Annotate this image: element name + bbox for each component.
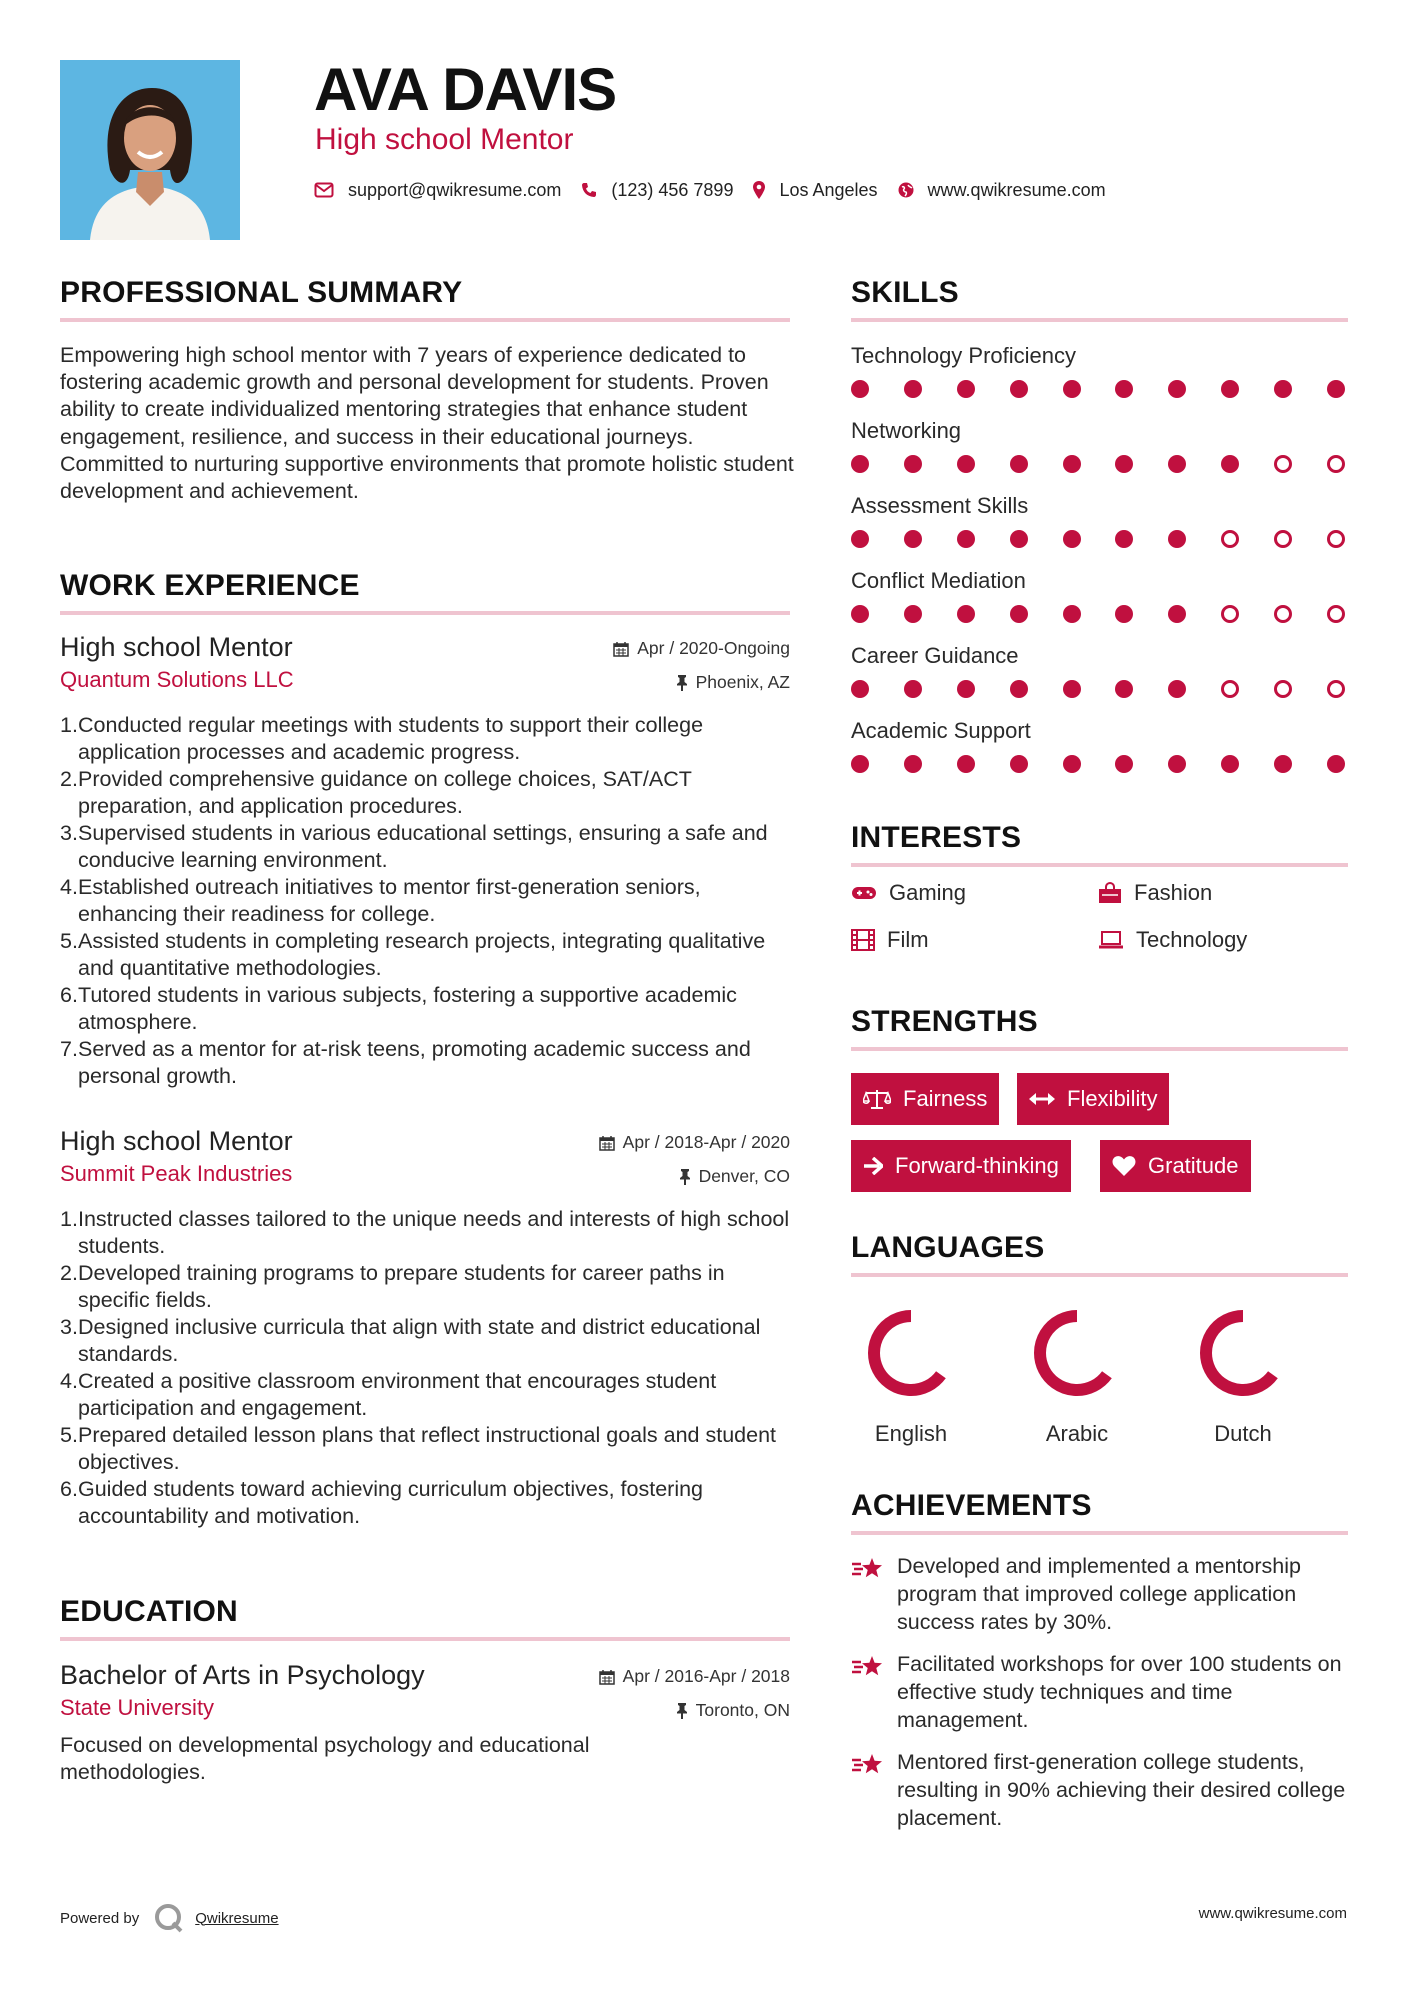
languages-heading: LANGUAGES (851, 1231, 1045, 1264)
rating-dot-filled (851, 755, 869, 773)
skill-name: Academic Support (851, 718, 1031, 743)
balance-scale-icon (863, 1088, 891, 1110)
footer-website[interactable]: www.qwikresume.com (1198, 1905, 1347, 1922)
strength-badge (851, 1073, 999, 1125)
achievement-text: Facilitated workshops for over 100 students on effective study techniques and time management. (897, 1652, 1342, 1732)
strength-label: Gratitude (1148, 1153, 1239, 1178)
duty-list (60, 1206, 790, 1530)
rating-dot-filled (904, 530, 922, 548)
language-label: Arabic (1045, 1421, 1109, 1446)
achievements-heading: ACHIEVEMENTS (851, 1489, 1092, 1522)
calendar-icon (613, 641, 629, 657)
duty-item: Supervised students in various educational settings, ensuring a safe and conducive learning environment. (78, 821, 768, 872)
skills-list (851, 342, 1351, 792)
rating-dot-empty (1327, 530, 1345, 548)
rating-dot-filled (1010, 605, 1028, 623)
rating-dot-filled (904, 755, 922, 773)
email-text: support@qwikresume.com (348, 179, 562, 200)
rating-dot-filled (1115, 455, 1133, 473)
duty-list (60, 712, 790, 1090)
skill-name: Conflict Mediation (851, 568, 1026, 593)
languages-divider (851, 1273, 1348, 1277)
interests-heading: INTERESTS (851, 821, 1022, 854)
phone-icon (581, 182, 597, 198)
rating-dot-filled (1115, 755, 1133, 773)
skills-heading: SKILLS (851, 276, 959, 309)
qwikresume-logo-icon (153, 1903, 185, 1933)
heart-icon (1112, 1155, 1136, 1177)
rating-dot-filled (1010, 455, 1028, 473)
strength-label: Forward-thinking (895, 1153, 1059, 1178)
rating-dot-filled (1274, 380, 1292, 398)
language-item (851, 1300, 971, 1447)
rating-dot-filled (1063, 380, 1081, 398)
education-entry (60, 1658, 790, 1786)
job-dates (613, 638, 790, 659)
website-text: www.qwikresume.com (927, 179, 1106, 200)
skill-name: Networking (851, 418, 962, 443)
interest-label: Gaming (889, 880, 967, 905)
laptop-icon (1098, 930, 1124, 950)
strength-badge (1100, 1140, 1251, 1192)
education-divider (60, 1637, 790, 1641)
education-dates (599, 1666, 790, 1687)
skills-divider (851, 318, 1348, 322)
summary-heading: PROFESSIONAL SUMMARY (60, 276, 463, 309)
rating-dot-filled (1010, 680, 1028, 698)
map-pin-icon (753, 181, 765, 199)
strength-label: Fairness (903, 1086, 988, 1111)
contact-bar (314, 176, 1126, 204)
interest-item (1098, 880, 1212, 906)
education-location-text: Toronto, ON (695, 1700, 790, 1720)
skill-row (851, 342, 1351, 417)
skill-rating (851, 605, 1345, 623)
skill-row (851, 417, 1351, 492)
skill-name: Technology Proficiency (851, 343, 1077, 368)
education-description: Focused on developmental psychology and educational methodologies. (60, 1733, 590, 1785)
duty-item: Assisted students in completing research projects, integrating qualitative and quantitative methodologies. (78, 929, 766, 980)
envelope-icon (314, 182, 334, 198)
rating-dot-filled (1063, 530, 1081, 548)
language-label: English (874, 1421, 948, 1446)
rating-dot-empty (1274, 530, 1292, 548)
rating-dot-filled (1221, 380, 1239, 398)
duty-item: Instructed classes tailored to the unique needs and interests of high school students. (78, 1207, 790, 1258)
rating-dot-filled (1168, 680, 1186, 698)
language-level-arc (1206, 1316, 1273, 1390)
skill-row (851, 567, 1351, 642)
achievement-text: Developed and implemented a mentorship program that improved college application success rates by 30%. (897, 1554, 1301, 1634)
language-level-arc (1040, 1316, 1107, 1390)
rating-dot-filled (1221, 455, 1239, 473)
contact-email[interactable] (314, 180, 561, 201)
language-item (1183, 1300, 1303, 1447)
achievement-item (851, 1552, 1351, 1636)
candidate-name: AVA DAVIS (314, 56, 617, 123)
qwikresume-link[interactable]: Qwikresume (195, 1909, 279, 1927)
summary-text: Empowering high school mentor with 7 years of experience dedicated to fostering academic growth and personal development for students. Proven ability to create individualized mentoring strategies that enhance student engagement, resilience, and success in their educational journeys. Committed to nurturing supportive environments that promote holistic student development and achievement. (60, 343, 794, 504)
rating-dot-filled (1115, 380, 1133, 398)
education-location (676, 1700, 790, 1721)
globe-icon (898, 182, 914, 198)
contact-website[interactable] (898, 180, 1106, 201)
rating-dot-empty (1327, 680, 1345, 698)
profile-photo (60, 60, 240, 240)
rating-dot-filled (904, 680, 922, 698)
rating-dot-filled (851, 530, 869, 548)
calendar-icon (599, 1135, 615, 1151)
interest-label: Fashion (1134, 880, 1213, 905)
rating-dot-empty (1221, 530, 1239, 548)
duty-item: Prepared detailed lesson plans that reflect instructional goals and student objectives. (78, 1423, 776, 1474)
rating-dot-filled (1168, 605, 1186, 623)
skill-rating (851, 755, 1345, 773)
rating-dot-filled (851, 455, 869, 473)
job-location-text: Phoenix, AZ (695, 672, 790, 692)
skill-rating (851, 680, 1345, 698)
skill-rating (851, 380, 1345, 398)
experience-divider (60, 611, 790, 615)
rating-dot-empty (1274, 455, 1292, 473)
achievements-list (851, 1552, 1351, 1832)
rating-dot-filled (1063, 680, 1081, 698)
interest-item (1098, 927, 1247, 953)
rating-dot-filled (1221, 755, 1239, 773)
degree-title: Bachelor of Arts in Psychology (60, 1660, 425, 1690)
candidate-role: High school Mentor (315, 123, 574, 156)
interest-label: Film (887, 927, 929, 952)
job-location (676, 672, 790, 693)
rating-dot-filled (1010, 530, 1028, 548)
strength-badge (851, 1140, 1071, 1192)
rating-dot-filled (1063, 755, 1081, 773)
language-level-ring (851, 1300, 971, 1410)
achievement-item (851, 1650, 1351, 1734)
rating-dot-empty (1274, 605, 1292, 623)
contact-location (753, 180, 877, 201)
shooting-star-icon (851, 1654, 885, 1680)
rating-dot-empty (1221, 680, 1239, 698)
pushpin-icon (679, 1169, 691, 1185)
job-location-text: Denver, CO (698, 1166, 790, 1186)
school-name: State University (60, 1695, 215, 1720)
job-location (679, 1166, 790, 1187)
calendar-icon (599, 1669, 615, 1685)
job-dates (599, 1132, 790, 1153)
rating-dot-filled (1010, 380, 1028, 398)
rating-dot-filled (1168, 755, 1186, 773)
arrows-horizontal-icon (1029, 1092, 1055, 1106)
job-entry (60, 1124, 790, 1530)
skill-name: Career Guidance (851, 643, 1019, 668)
rating-dot-filled (904, 455, 922, 473)
skill-row (851, 717, 1351, 792)
arrow-right-icon (863, 1157, 883, 1175)
education-heading: EDUCATION (60, 1595, 238, 1628)
duty-item: Served as a mentor for at-risk teens, promoting academic success and personal growth. (78, 1037, 751, 1088)
duty-item: Designed inclusive curricula that align with state and district educational standards. (78, 1315, 761, 1366)
job-title: High school Mentor (60, 632, 293, 662)
pushpin-icon (676, 675, 688, 691)
job-company: Quantum Solutions LLC (60, 667, 294, 692)
shooting-star-icon (851, 1556, 885, 1582)
rating-dot-filled (904, 605, 922, 623)
language-item (1017, 1300, 1137, 1447)
strength-label: Flexibility (1067, 1086, 1158, 1111)
pushpin-icon (676, 1703, 688, 1719)
rating-dot-filled (851, 380, 869, 398)
education-dates-text: Apr / 2016-Apr / 2018 (622, 1666, 790, 1686)
powered-by-label: Powered by (60, 1909, 140, 1927)
interests-divider (851, 863, 1348, 867)
duty-item: Developed training programs to prepare students for career paths in specific fields. (78, 1261, 725, 1312)
footer-powered-by (60, 1903, 279, 1933)
duty-item: Established outreach initiatives to mentor first-generation seniors, enhancing their readiness for college. (78, 875, 701, 926)
rating-dot-filled (1168, 530, 1186, 548)
rating-dot-filled (957, 455, 975, 473)
summary-divider (60, 318, 790, 322)
rating-dot-filled (957, 530, 975, 548)
rating-dot-filled (957, 680, 975, 698)
rating-dot-filled (851, 680, 869, 698)
rating-dot-filled (1168, 380, 1186, 398)
rating-dot-empty (1327, 455, 1345, 473)
language-level-arc (874, 1316, 941, 1390)
duty-item: Guided students toward achieving curriculum objectives, fostering accountability and motivation. (78, 1477, 704, 1528)
job-title: High school Mentor (60, 1126, 293, 1156)
strengths-heading: STRENGTHS (851, 1005, 1038, 1038)
skill-name: Assessment Skills (851, 493, 1029, 518)
achievement-text: Mentored first-generation college students, resulting in 90% achieving their desired college placement. (897, 1750, 1346, 1830)
rating-dot-filled (1115, 530, 1133, 548)
rating-dot-filled (957, 605, 975, 623)
rating-dot-filled (1327, 380, 1345, 398)
interest-item (851, 880, 966, 906)
phone-text: (123) 456 7899 (611, 179, 734, 200)
rating-dot-filled (1274, 755, 1292, 773)
rating-dot-empty (1221, 605, 1239, 623)
skill-row (851, 492, 1351, 567)
skill-rating (851, 455, 1345, 473)
rating-dot-filled (1010, 755, 1028, 773)
duty-item: Conducted regular meetings with students to support their college application processes and academic progress. (78, 713, 704, 764)
duty-item: Provided comprehensive guidance on college choices, SAT/ACT preparation, and application procedures. (78, 767, 692, 818)
skill-rating (851, 530, 1345, 548)
rating-dot-filled (1327, 755, 1345, 773)
job-dates-text: Apr / 2020-Ongoing (637, 638, 790, 658)
rating-dot-filled (1115, 680, 1133, 698)
gamepad-icon (851, 885, 877, 901)
location-text: Los Angeles (779, 179, 878, 200)
rating-dot-empty (1327, 605, 1345, 623)
achievement-item (851, 1748, 1351, 1832)
interest-label: Technology (1136, 927, 1248, 952)
rating-dot-filled (1168, 455, 1186, 473)
rating-dot-filled (904, 380, 922, 398)
rating-dot-filled (1115, 605, 1133, 623)
film-icon (851, 929, 875, 951)
shooting-star-icon (851, 1752, 885, 1778)
languages-list (851, 1300, 1303, 1447)
rating-dot-empty (1274, 680, 1292, 698)
job-dates-text: Apr / 2018-Apr / 2020 (622, 1132, 790, 1152)
language-label: Dutch (1214, 1421, 1272, 1446)
shopping-bag-icon (1098, 882, 1122, 904)
rating-dot-filled (1063, 605, 1081, 623)
contact-phone[interactable] (581, 180, 733, 201)
job-company: Summit Peak Industries (60, 1161, 293, 1186)
language-level-ring (1183, 1300, 1303, 1410)
skill-row (851, 642, 1351, 717)
interest-item (851, 927, 929, 953)
experience-heading: WORK EXPERIENCE (60, 569, 360, 602)
strength-badge (1017, 1073, 1169, 1125)
rating-dot-filled (851, 605, 869, 623)
rating-dot-filled (957, 380, 975, 398)
rating-dot-filled (1063, 455, 1081, 473)
job-entry (60, 630, 790, 1090)
duty-item: Tutored students in various subjects, fostering a supportive academic atmosphere. (78, 983, 737, 1034)
achievements-divider (851, 1531, 1348, 1535)
duty-item: Created a positive classroom environment that encourages student participation and engagement. (78, 1369, 717, 1420)
strengths-divider (851, 1047, 1348, 1051)
language-level-ring (1017, 1300, 1137, 1410)
rating-dot-filled (957, 755, 975, 773)
